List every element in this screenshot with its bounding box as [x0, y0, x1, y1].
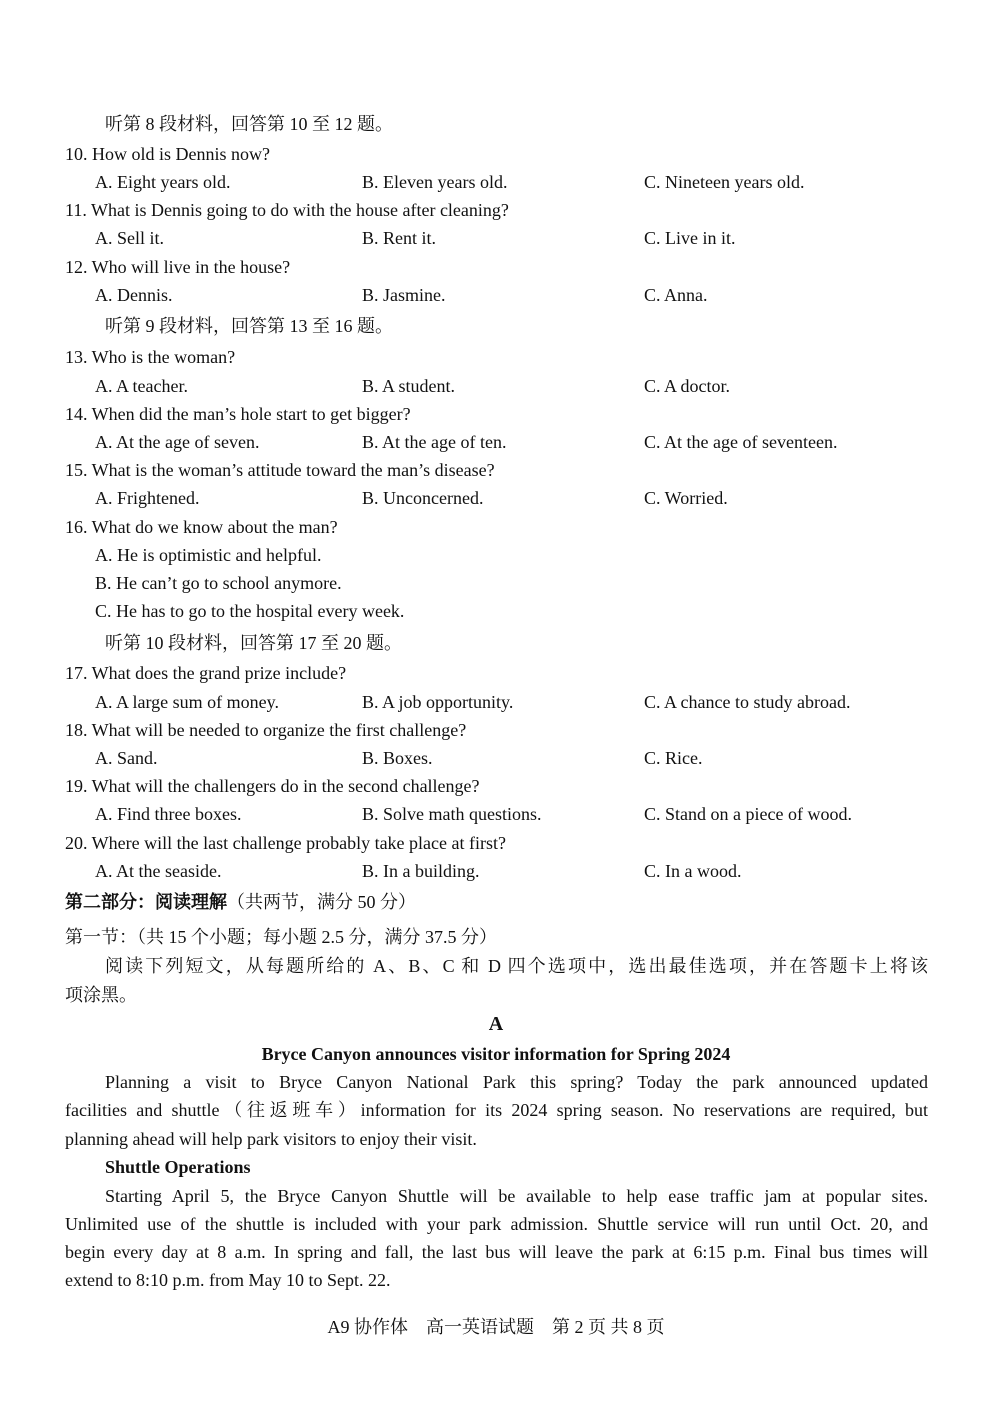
option-12a: A. Dennis. — [95, 285, 173, 305]
paragraph-2-line-1: Starting April 5, the Bryce Canyon Shuttle will be available to help ease traffic jam at popular sites. — [105, 1186, 928, 1206]
option-20a: A. At the seaside. — [95, 861, 222, 881]
question-18: 18. What will be needed to organize the first challenge? — [65, 720, 467, 740]
option-20c: C. In a wood. — [644, 861, 742, 881]
option-14a: A. At the age of seven. — [95, 432, 260, 452]
option-19c: C. Stand on a piece of wood. — [644, 804, 852, 824]
question-11: 11. What is Dennis going to do with the house after cleaning? — [65, 200, 509, 220]
option-12b: B. Jasmine. — [362, 285, 446, 305]
option-18a: A. Sand. — [95, 748, 158, 768]
option-10a: A. Eight years old. — [95, 172, 231, 192]
option-12c: C. Anna. — [644, 285, 708, 305]
section-heading-reading: 第一节：（共 15 个小题；每小题 2.5 分，满分 37.5 分） — [65, 927, 497, 947]
paragraph-2-line-4: extend to 8:10 p.m. from May 10 to Sept. 22. — [65, 1270, 391, 1290]
option-18c: C. Rice. — [644, 748, 703, 768]
instructions-line-1: 阅读下列短文，从每题所给的 A、B、C 和 D 四个选项中，选出最佳选项，并在答题卡上将该 — [105, 956, 928, 976]
option-15b: B. Unconcerned. — [362, 488, 484, 508]
option-19a: A. Find three boxes. — [95, 804, 242, 824]
option-15a: A. Frightened. — [95, 488, 200, 508]
option-10b: B. Eleven years old. — [362, 172, 508, 192]
option-11a: A. Sell it. — [95, 228, 165, 248]
part-title: 第二部分：阅读理解 — [65, 892, 227, 912]
option-13c: C. A doctor. — [644, 376, 731, 396]
passage-letter: A — [488, 1013, 504, 1035]
option-13a: A. A teacher. — [95, 376, 188, 396]
option-14b: B. At the age of ten. — [362, 432, 507, 452]
option-15c: C. Worried. — [644, 488, 728, 508]
option-10c: C. Nineteen years old. — [644, 172, 805, 192]
paragraph-2-line-3: begin every day at 8 a.m. In spring and fall, the last bus will leave the park at 6:15 p.m. Final bus times will — [65, 1242, 928, 1262]
option-16c: C. He has to go to the hospital every week. — [95, 601, 405, 621]
paragraph-1-line-1: Planning a visit to Bryce Canyon National Park this spring? Today the park announced updated — [105, 1072, 928, 1092]
part-note: （共两节，满分 50 分） — [227, 892, 416, 912]
question-14: 14. When did the man’s hole start to get bigger? — [65, 404, 411, 424]
question-13: 13. Who is the woman? — [65, 347, 236, 367]
question-10: 10. How old is Dennis now? — [65, 144, 270, 164]
question-19: 19. What will the challengers do in the second challenge? — [65, 776, 480, 796]
page-footer: A9 协作体 高一英语试题 第 2 页 共 8 页 — [327, 1317, 665, 1337]
option-17b: B. A job opportunity. — [362, 692, 514, 712]
question-20: 20. Where will the last challenge probably take place at first? — [65, 833, 506, 853]
section-heading-10: 听第 10 段材料，回答第 17 至 20 题。 — [105, 633, 402, 653]
passage-title: Bryce Canyon announces visitor information for Spring 2024 — [261, 1044, 731, 1064]
option-20b: B. In a building. — [362, 861, 480, 881]
option-13b: B. A student. — [362, 376, 456, 396]
paragraph-1-line-3: planning ahead will help park visitors to enjoy their visit. — [65, 1129, 477, 1149]
option-18b: B. Boxes. — [362, 748, 433, 768]
instructions-line-2: 项涂黑。 — [65, 985, 137, 1005]
question-12: 12. Who will live in the house? — [65, 257, 291, 277]
question-16: 16. What do we know about the man? — [65, 517, 338, 537]
subheading-shuttle: Shuttle Operations — [105, 1157, 251, 1177]
option-11c: C. Live in it. — [644, 228, 736, 248]
part-heading — [65, 891, 416, 913]
section-heading-9: 听第 9 段材料，回答第 13 至 16 题。 — [105, 316, 393, 336]
paragraph-1-line-2: facilities and shuttle（往返班车）information for its 2024 spring season. No reservations are required, but — [65, 1100, 928, 1120]
paragraph-2-line-2: Unlimited use of the shuttle is included with your park admission. Shuttle service will run until Oct. 20, and — [65, 1214, 928, 1234]
option-16b: B. He can’t go to school anymore. — [95, 573, 342, 593]
section-heading-8: 听第 8 段材料，回答第 10 至 12 题。 — [105, 114, 393, 134]
option-17a: A. A large sum of money. — [95, 692, 279, 712]
option-16a: A. He is optimistic and helpful. — [95, 545, 322, 565]
question-15: 15. What is the woman’s attitude toward the man’s disease? — [65, 460, 495, 480]
question-17: 17. What does the grand prize include? — [65, 663, 347, 683]
option-17c: C. A chance to study abroad. — [644, 692, 851, 712]
option-11b: B. Rent it. — [362, 228, 437, 248]
option-14c: C. At the age of seventeen. — [644, 432, 838, 452]
option-19b: B. Solve math questions. — [362, 804, 542, 824]
